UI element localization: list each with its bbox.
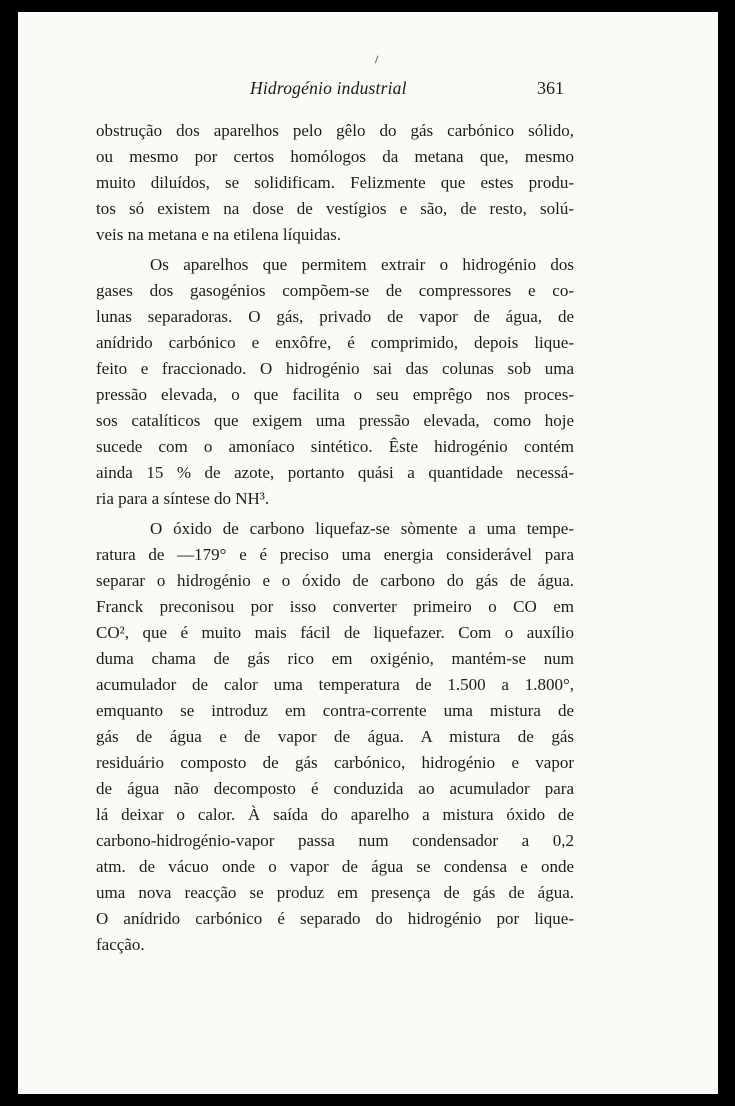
paragraph-2 bbox=[96, 252, 574, 512]
text-line: ou mesmo por certos homólogos da metana que, mesmo bbox=[96, 147, 574, 166]
text-line: feito e fraccionado. O hidrogénio sai das colunas sob uma bbox=[96, 359, 574, 378]
book-page bbox=[18, 12, 718, 1094]
text-line: residuário composto de gás carbónico, hidrogénio e vapor bbox=[96, 753, 574, 772]
text-line: CO², que é muito mais fácil de liquefazer. Com o auxílio bbox=[96, 623, 574, 642]
text-line: lunas separadoras. O gás, privado de vapor de água, de bbox=[96, 307, 574, 326]
text-line: sucede com o amoníaco sintético. Êste hidrogénio contém bbox=[96, 437, 574, 456]
text-line: tos só existem na dose de vestígios e são, de resto, solú- bbox=[96, 199, 574, 218]
text-line: muito diluídos, se solidificam. Felizmente que estes produ- bbox=[96, 173, 574, 192]
text-line: O anídrido carbónico é separado do hidrogénio por lique- bbox=[96, 909, 574, 928]
text-line: de água não decomposto é conduzida ao acumulador para bbox=[96, 779, 574, 798]
body-text bbox=[96, 118, 574, 962]
text-line: ratura de —179° e é preciso uma energia considerável para bbox=[96, 545, 574, 564]
text-line: lá deixar o calor. À saída do aparelho a mistura óxido de bbox=[96, 805, 574, 824]
text-line: sos catalíticos que exigem uma pressão elevada, como hoje bbox=[96, 411, 574, 430]
text-line: atm. de vácuo onde o vapor de água se condensa e onde bbox=[96, 857, 574, 876]
running-title: Hidrogénio industrial bbox=[250, 78, 407, 98]
text-line: ainda 15 % de azote, portanto quási a quantidade necessá- bbox=[96, 463, 574, 482]
text-line: facção. bbox=[96, 935, 145, 954]
paragraph-3 bbox=[96, 516, 574, 958]
text-line: acumulador de calor uma temperatura de 1.500 a 1.800°, bbox=[96, 675, 574, 694]
text-line: ria para a síntese do NH³. bbox=[96, 489, 270, 508]
text-line: gás de água e de vapor de água. A mistura de gás bbox=[96, 727, 574, 746]
text-line: veis na metana e na etilena líquidas. bbox=[96, 225, 341, 244]
text-line: duma chama de gás rico em oxigénio, mantém-se num bbox=[96, 649, 574, 668]
text-line: O óxido de carbono liquefaz-se sòmente a uma tempe- bbox=[150, 519, 574, 538]
page-number: 361 bbox=[537, 78, 564, 98]
text-line: emquanto se introduz em contra-corrente uma mistura de bbox=[96, 701, 574, 720]
text-line: obstrução dos aparelhos pelo gêlo do gás carbónico sólido, bbox=[96, 121, 574, 140]
text-line: Os aparelhos que permitem extrair o hidrogénio dos bbox=[150, 255, 574, 274]
paragraph-1 bbox=[96, 118, 574, 248]
text-line: anídrido carbónico e enxôfre, é comprimido, depois lique- bbox=[96, 333, 574, 352]
text-line: carbono-hidrogénio-vapor passa num condensador a 0,2 bbox=[96, 831, 574, 850]
ink-mark bbox=[375, 56, 381, 65]
text-line: separar o hidrogénio e o óxido de carbono do gás de água. bbox=[96, 571, 574, 590]
running-head bbox=[18, 78, 718, 102]
text-line: gases dos gasogénios compõem-se de compressores e co- bbox=[96, 281, 574, 300]
text-line: pressão elevada, o que facilita o seu emprêgo nos proces- bbox=[96, 385, 574, 404]
text-line: uma nova reacção se produz em presença de gás de água. bbox=[96, 883, 574, 902]
text-line: Franck preconisou por isso converter primeiro o CO em bbox=[96, 597, 574, 616]
